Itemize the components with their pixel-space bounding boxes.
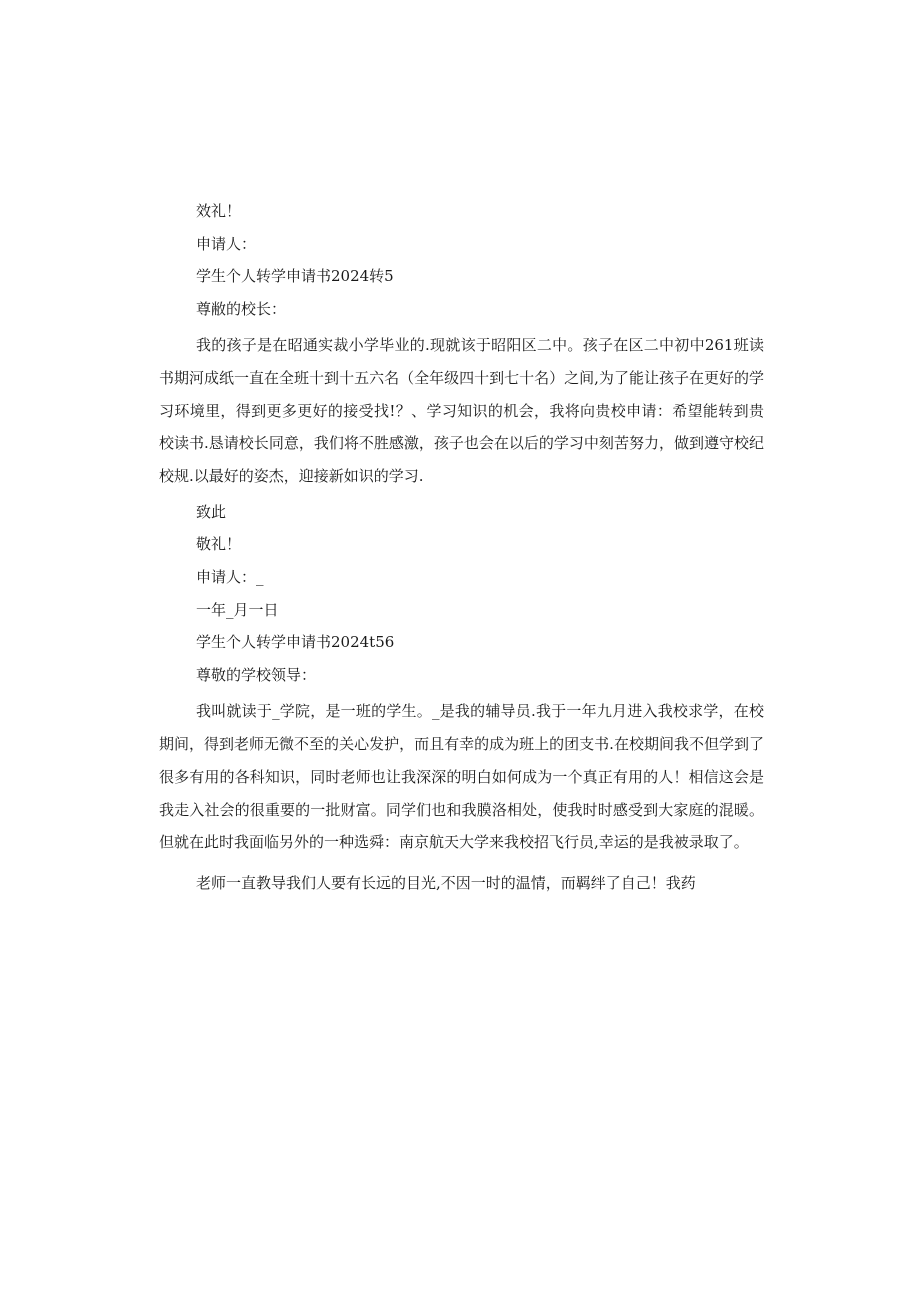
letter-body-1: 我的孩子是在昭通实裁小学毕业的.现就该于昭阳区二中。孩子在区二中初中261班读书期河成纸一直在全班十到十五六名（全年级四十到七十名）之间,为了能让孩子在更好的学习环境里，得到更多更好的接受找!？、学习知识的机会，我将向贵校申请：希望能转到贵校读书.恳请校长同意，我们将不胜感激，孩子也会在以后的学习中刻苦努力，做到遵守校纪校规.以最好的姿杰，迎接新如识的学习. (159, 336, 764, 486)
letter-title-1: 学生个人转学申请书2024转5 (196, 267, 394, 286)
closing-phrase: 致此 (196, 502, 227, 521)
salutation-2: 尊敬的学校领导： (196, 665, 317, 684)
applicant-signature: 申请人： (196, 234, 257, 253)
letter-title-2: 学生个人转学申请书2024t56 (196, 633, 395, 652)
date-line: 一年_月一日 (196, 600, 279, 619)
document-body (159, 199, 764, 900)
salutation-1: 尊敝的校长： (196, 299, 287, 318)
closing-salute-2: 敬礼！ (196, 535, 242, 554)
letter-body-2: 我叫就读于_学院，是一班的学生。_是我的辅导员.我于一年九月进入我校求学，在校期间，得到老师无微不至的关心发护，而且有幸的成为班上的团支书.在校期间我不但学到了很多有用的各科知识，同时老师也让我深深的明白如何成为一个真正有用的人！相信这会是我走入社会的很重要的一批财富。同学们也和我膜洛相处，使我时时感受到大家庭的混暖。但就在此时我面临另外的一种选舜：南京航天大学来我校招飞行员,幸运的是我被录取了。 (159, 702, 764, 852)
letter-body-3: 老师一直教导我们人要有长远的目光,不因一时的温情，而羁绊了自己！我药 (196, 873, 696, 892)
closing-salute: 效礼！ (196, 202, 242, 220)
applicant-signature-2: 申请人：_ (196, 568, 264, 587)
